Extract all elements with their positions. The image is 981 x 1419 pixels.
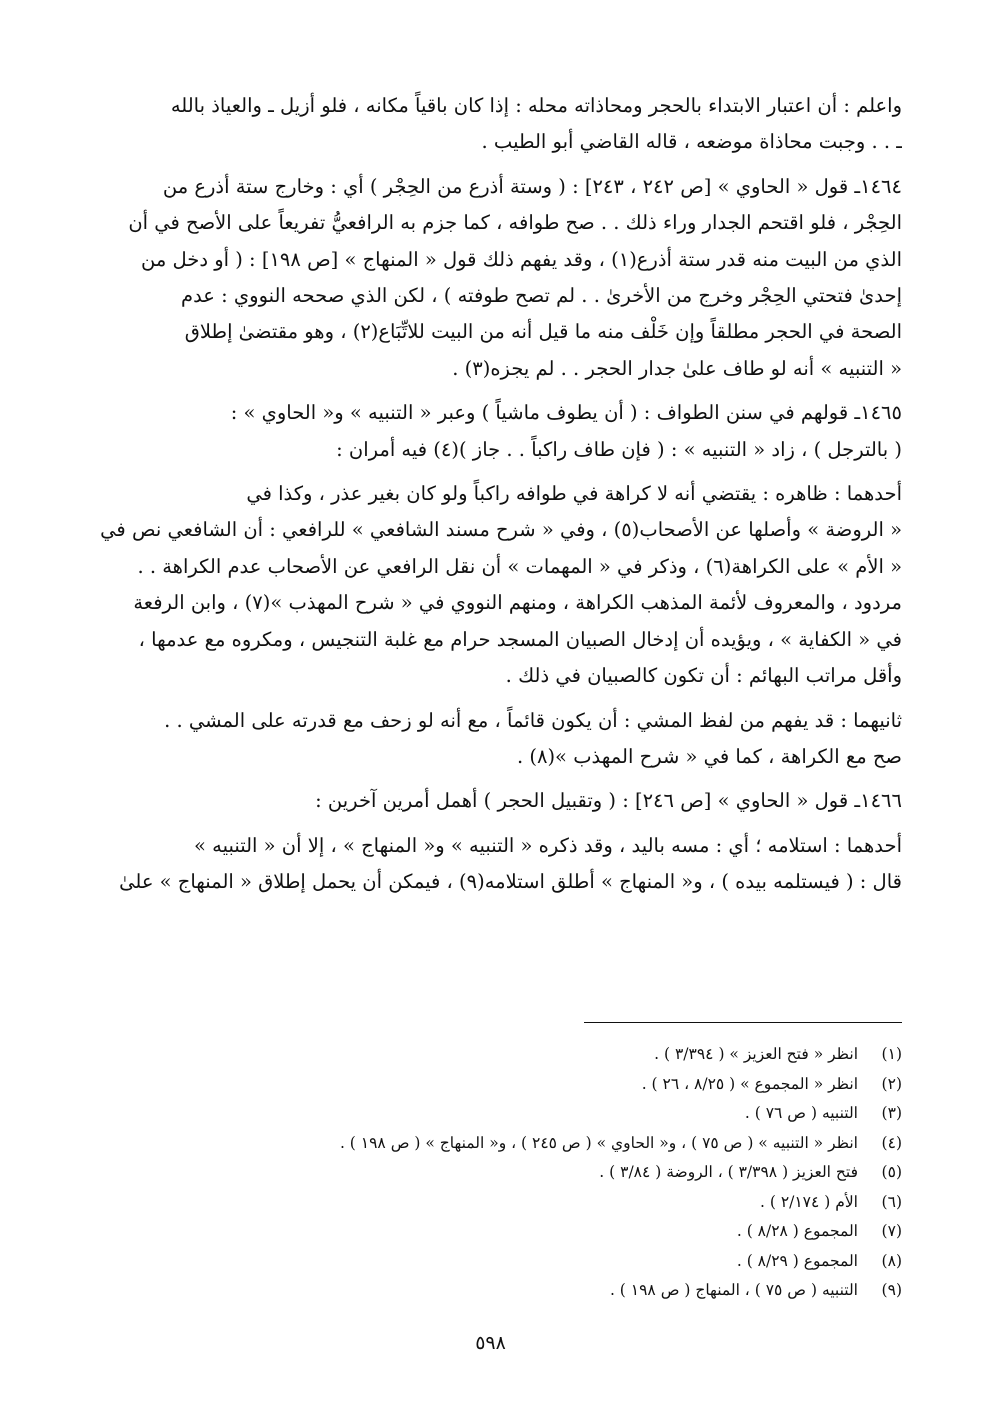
footnote-text: التنبيه ( ص ٧٥ ) ، المنهاج ( ص ١٩٨ ) . bbox=[609, 1281, 858, 1299]
text-line: الحِجْر ، فلو اقتحم الجدار وراء ذلك . . صح طوافه ، كما جزم به الرافعيُّ تفريعاً على الأصح في أن bbox=[128, 211, 902, 235]
text-line: مردود ، والمعروف لأئمة المذهب الكراهة ، ومنهم النووي في « شرح المهذب »(٧) ، وابن الرفعة bbox=[133, 591, 902, 615]
text-line: أحدهما : ظاهره : يقتضي أنه لا كراهة في طوافه راكباً ولو كان بغير عذر ، وكذا في bbox=[246, 482, 902, 506]
text-line: « التنبيه » أنه لو طاف علىٰ جدار الحجر . . لم يجزه(٣) . bbox=[452, 356, 902, 380]
footnote-text: انظر « فتح العزيز » ( ٣/٣٩٤ ) . bbox=[654, 1045, 858, 1063]
footnote-text: انظر « التنبيه » ( ص ٧٥ ) ، و« الحاوي » ( ص ٢٤٥ ) ، و« المنهاج » ( ص ١٩٨ ) . bbox=[339, 1133, 858, 1152]
text-line: أحدهما : استلامه ؛ أي : مسه باليد ، وقد ذكره « التنبيه » و« المنهاج » ، إلا أن « التنبيه » bbox=[193, 833, 902, 857]
footnote bbox=[300, 1040, 902, 1070]
footnote bbox=[300, 1188, 902, 1218]
footnote-number: (٢) bbox=[881, 1074, 902, 1093]
footnotes bbox=[300, 1040, 902, 1306]
text-line: « الأم » على الكراهة(٦) ، وذكر في « المهمات » أن نقل الرافعي عن الأصحاب عدم الكراهة . . bbox=[137, 554, 902, 578]
text-line: واعلم : أن اعتبار الابتداء بالحجر ومحاذاته محله : إذا كان باقياً مكانه ، فلو أزيل ـ والعياذ بالله bbox=[170, 94, 902, 117]
text-line: صح مع الكراهة ، كما في « شرح المهذب »(٨) . bbox=[516, 744, 902, 768]
text-line: في « الكفاية » ، ويؤيده أن إدخال الصبيان المسجد حرام مع غلبة التنجيس ، ومكروه مع عدمها ، bbox=[138, 627, 902, 651]
text-line: ( بالترجل ) ، زاد « التنبيه » : ( فإن طاف راكباً . . جاز )(٤) فيه أمران : bbox=[336, 437, 902, 461]
footnote-number: (١) bbox=[881, 1045, 902, 1063]
footnote-text: الأم ( ٢/١٧٤ ) . bbox=[759, 1192, 858, 1211]
footnote-text: التنبيه ( ص ٧٦ ) . bbox=[744, 1104, 858, 1122]
footnote-number: (٣) bbox=[881, 1104, 902, 1122]
paragraph bbox=[70, 783, 902, 819]
footnote bbox=[300, 1247, 902, 1277]
footnote-separator bbox=[584, 1022, 902, 1023]
footnote-number: (٧) bbox=[881, 1222, 902, 1240]
footnote-number: (٨) bbox=[881, 1251, 902, 1270]
text-line: قال : ( فيستلمه بيده ) ، و« المنهاج » أطلق استلامه(٩) ، فيمكن أن يحمل إطلاق « المنهاج » علىٰ bbox=[119, 870, 902, 894]
footnote bbox=[300, 1129, 902, 1159]
paragraph bbox=[70, 169, 902, 387]
paragraph bbox=[70, 395, 902, 468]
footnote-text: المجموع ( ٨/٢٩ ) . bbox=[736, 1251, 858, 1270]
footnote-number: (٩) bbox=[881, 1281, 902, 1299]
text-line: الذي من البيت منه قدر ستة أذرع(١) ، وقد يفهم ذلك قول « المنهاج » [ص ١٩٨] : ( أو دخل من bbox=[141, 247, 902, 271]
main-text bbox=[70, 88, 902, 901]
footnote bbox=[300, 1217, 902, 1247]
paragraph bbox=[70, 88, 902, 161]
footnote bbox=[300, 1276, 902, 1306]
footnote-number: (٤) bbox=[881, 1133, 902, 1152]
page-number: ٥٩٨ bbox=[475, 1332, 506, 1354]
footnote-text: فتح العزيز ( ٣/٣٩٨ ) ، الروضة ( ٣/٨٤ ) . bbox=[599, 1163, 858, 1181]
paragraph bbox=[70, 476, 902, 694]
footnote-number: (٦) bbox=[881, 1192, 902, 1211]
paragraph bbox=[70, 828, 902, 901]
text-line: ـ . . وجبت محاذاة موضعه ، قاله القاضي أبو الطيب . bbox=[481, 130, 902, 154]
text-line: إحدىٰ فتحتي الحِجْر وخرج من الأخرىٰ . . لم تصح طوفته ) ، لكن الذي صححه النووي : عدم bbox=[181, 284, 902, 308]
text-line: ١٤٦٥ـ قولهم في سنن الطواف : ( أن يطوف ماشياً ) وعبر « التنبيه » و« الحاوي » : bbox=[230, 401, 902, 425]
footnote bbox=[300, 1099, 902, 1129]
footnote-text: انظر « المجموع » ( ٨/٢٥ ، ٢٦ ) . bbox=[641, 1074, 858, 1093]
footnote-number: (٥) bbox=[881, 1163, 902, 1181]
footnote bbox=[300, 1070, 902, 1100]
text-line: ١٤٦٤ـ قول « الحاوي » [ص ٢٤٢ ، ٢٤٣] : ( وستة أذرع من الحِجْر ) أي : وخارج ستة أذرع من bbox=[162, 174, 902, 198]
text-line: الصحة في الحجر مطلقاً وإن خَلْف منه ما قيل أنه من البيت للاتِّبَاع(٢) ، وهو مقتضىٰ إطلاق bbox=[184, 320, 902, 344]
text-line: « الروضة » وأصلها عن الأصحاب(٥) ، وفي « شرح مسند الشافعي » للرافعي : أن الشافعي نص في bbox=[100, 518, 902, 542]
text-line: ثانيهما : قد يفهم من لفظ المشي : أن يكون قائماً ، مع أنه لو زحف مع قدرته على المشي . . bbox=[164, 708, 902, 732]
text-line: ١٤٦٦ـ قول « الحاوي » [ص ٢٤٦] : ( وتقبيل الحجر ) أهمل أمرين آخرين : bbox=[315, 789, 902, 813]
paragraph bbox=[70, 703, 902, 776]
footnote-text: المجموع ( ٨/٢٨ ) . bbox=[736, 1222, 858, 1240]
footnote bbox=[300, 1158, 902, 1188]
text-line: وأقل مراتب البهائم : أن تكون كالصبيان في ذلك . bbox=[505, 664, 902, 688]
